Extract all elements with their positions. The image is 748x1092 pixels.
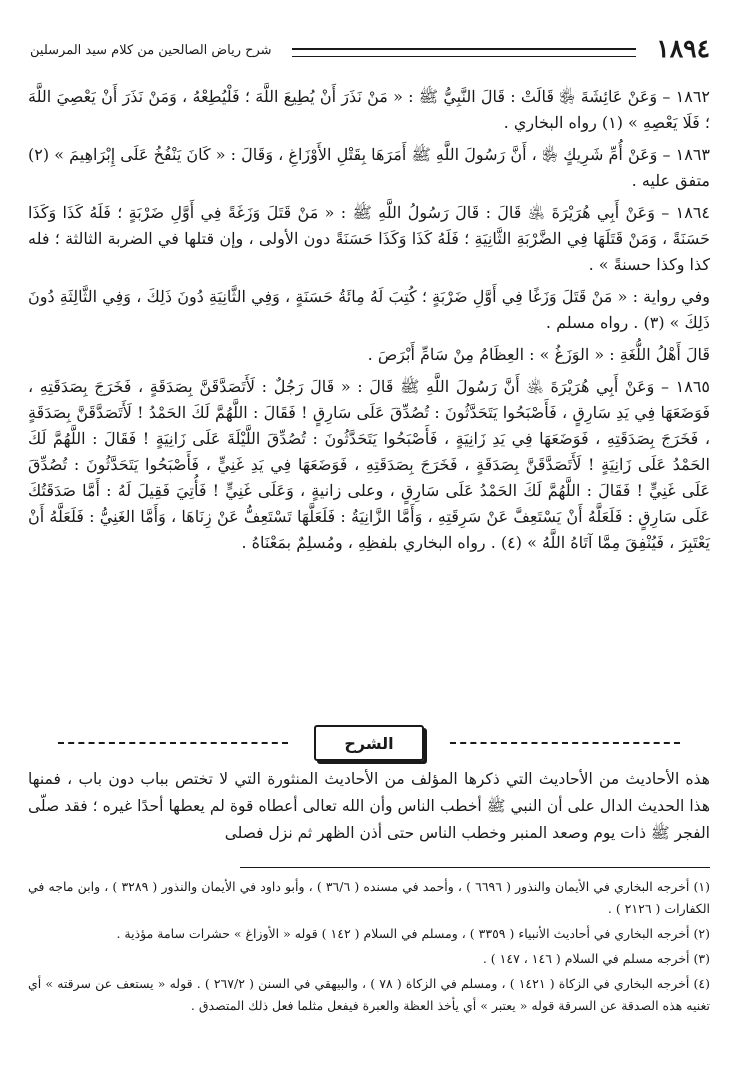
footnote-3: (٣) أخرجه مسلم في السلام ( ١٤٦ ، ١٤٧ ) . [482, 951, 710, 966]
sharh-text: هذه الأحاديث من الأحاديث التي ذكرها المؤلف من الأحاديث المنثورة التي لا تختص بباب دون باب ، فمنها هذا الحديث الدال على أن النبي ﷺ أخطب الناس وأن الله تعالى أعطاه قوة لم يعطها أحدًا غيره ؛ فقد صلّى الفجر ﷺ ذات يوم وصعد المنبر وخطب الناس حتى أذن الظهر ثم نزل فصلى [28, 770, 710, 842]
sharh-heading: الشرح [314, 725, 424, 761]
footnotes [28, 876, 710, 1020]
hadith-1863: ١٨٦٣ – وَعَنْ أُمِّ شَرِيكٍ ﵂ ، أَنَّ رَسُولَ اللَّهِ ﷺ أَمَرَهَا بِقَتْلِ الأَوْزَاغِ ، وَقَالَ : « كَانَ يَنْفُخُ عَلَى إِبْرَاهِيمَ » (٢) متفق عليه . [28, 145, 710, 190]
page-header [30, 34, 710, 68]
sharh-heading-ornament [28, 723, 710, 763]
hadith-1864-variant: وفي رواية : « مَنْ قَتَلَ وَزَغًا فِي أَوَّلِ ضَرْبَةٍ ؛ كُتِبَ لَهُ مِائَةُ حَسَنَةٍ ، وَفِي الثَّانِيَةِ دُونَ ذَلِكَ ، وَفِي الثَّالِثَةِ دُونَ ذَلِكَ » (٣) . رواه مسلم . [28, 287, 710, 332]
page-number: ١٨٩٤ [656, 34, 710, 63]
footnote-2: (٢) أخرجه البخاري في أحاديث الأنبياء ( ٣٣٥٩ ) ، ومسلم في السلام ( ١٤٢ ) قوله « الأوزاغ » حشرات سامة مؤذية . [116, 926, 710, 941]
hadith-section [28, 84, 710, 562]
lexical-note: قَالَ أَهْلُ اللُّغَةِ : « الوَزَغُ » : العِظَامُ مِنْ سَامِّ أَبْرَصَ . [367, 345, 710, 364]
running-title: شرح رياض الصالحين من كلام سيد المرسلين [30, 43, 272, 58]
ornament-rule-left [58, 742, 288, 744]
footnote-divider [240, 867, 710, 868]
footnote-1: (١) أخرجه البخاري في الأيمان والنذور ( ٦٦٩٦ ) ، وأحمد في مسنده ( ٣٦/٦ ) ، وأبو داود في الأيمان والنذور ( ٣٢٨٩ ) ، وابن ماجه في الكفارات ( ٢١٢٦ ) . [28, 879, 710, 916]
header-rule [292, 48, 636, 57]
hadith-1864: ١٨٦٤ – وَعَنْ أَبِي هُرَيْرَةَ ﵁ قَالَ : قَالَ رَسُولُ اللَّهِ ﷺ : « مَنْ قَتَلَ وَزَغَةً فِي أَوَّلِ ضَرْبَةٍ ؛ فَلَهُ كَذَا وَكَذَا حَسَنَةً ، وَمَنْ قَتَلَهَا فِي الضَّرْبَةِ الثَّانِيَةِ ؛ فَلَهُ كَذَا وَكَذَا حَسَنَةً دون الأولى ، وإن قتلها في الضربة الثالثة ؛ فله كذا وكذا حسنةً » . [28, 203, 710, 274]
ornament-rule-right [450, 742, 680, 744]
footnote-4: (٤) أخرجه البخاري في الزكاة ( ١٤٢١ ) ، ومسلم في الزكاة ( ٧٨ ) ، والبيهقي في السنن ( ٢٦٧/٢ ) . قوله « يستعف عن سرقته » أي تغنيه هذه الصدقة عن السرقة قوله « يعتبر » أي يأخذ العظة والعبرة فيفعل مثلما فعل ذلك المتصدق . [28, 976, 710, 1013]
hadith-1862: ١٨٦٢ – وَعَنْ عَائِشَةَ ﵂ قَالَتْ : قَالَ النَّبِيُّ ﷺ : « مَنْ نَذَرَ أَنْ يُطِيعَ اللَّهَ ؛ فَلْيُطِعْهُ ، وَمَنْ نَذَرَ أَنْ يَعْصِيَ اللَّهَ ؛ فَلَا يَعْصِهِ » (١) رواه البخاري . [28, 87, 710, 132]
hadith-1865: ١٨٦٥ – وَعَنْ أَبِي هُرَيْرَةَ ﵁ أَنَّ رَسُولَ اللَّهِ ﷺ قَالَ : « قَالَ رَجُلٌ : لَأَتَصَدَّقَنَّ بِصَدَقَةٍ ، فَخَرَجَ بِصَدَقَتِهِ ، فَوَضَعَهَا فِي يَدِ سَارِقٍ ، فَأَصْبَحُوا يَتَحَدَّثُونَ : تُصُدِّقَ عَلَى سَارِقٍ ! فَقَالَ : اللَّهُمَّ لَكَ الحَمْدُ ! لَأَتَصَدَّقَنَّ بِصَدَقَةٍ ، فَخَرَجَ بِصَدَقَتِهِ ، فَوَضَعَهَا فِي يَدِ زَانِيَةٍ ، فَأَصْبَحُوا يَتَحَدَّثُونَ : تُصُدِّقَ اللَّيْلَةَ عَلَى زَانِيَةٍ ! فَقَالَ : اللَّهُمَّ لَكَ الحَمْدُ عَلَى زَانِيَةٍ ! لَأَتَصَدَّقَنَّ بِصَدَقَةٍ ، فَخَرَجَ بِصَدَقَتِهِ ، فَوَضَعَهَا فِي يَدِ غَنِيٍّ ، فَأَصْبَحُوا يَتَحَدَّثُونَ : تُصُدِّقَ عَلَى غَنِيٍّ ! فَقَالَ : اللَّهُمَّ لَكَ الحَمْدُ عَلَى سَارِقٍ ، وعلى زانيةٍ ، وَعَلَى غَنِيٍّ ! فَأُتِيَ فَقِيلَ لَهُ : أَمَّا صَدَقَتُكَ عَلَى سَارِقٍ : فَلَعَلَّهُ أَنْ يَسْتَعِفَّ عَنْ سَرِقَتِهِ ، وَأَمَّا الزَّانِيَةُ : فَلَعَلَّهَا تَسْتَعِفُّ عَنْ زِنَاهَا ، وَأَمَّا الغَنِيُّ : فَلَعَلَّهُ أَنْ يَعْتَبِرَ ، فَيُنْفِقَ مِمَّا آتَاهُ اللَّهُ » (٤) . رواه البخاري بلفظِهِ ، ومُسلِمٌ بمَعْنَاهُ . [28, 377, 710, 552]
